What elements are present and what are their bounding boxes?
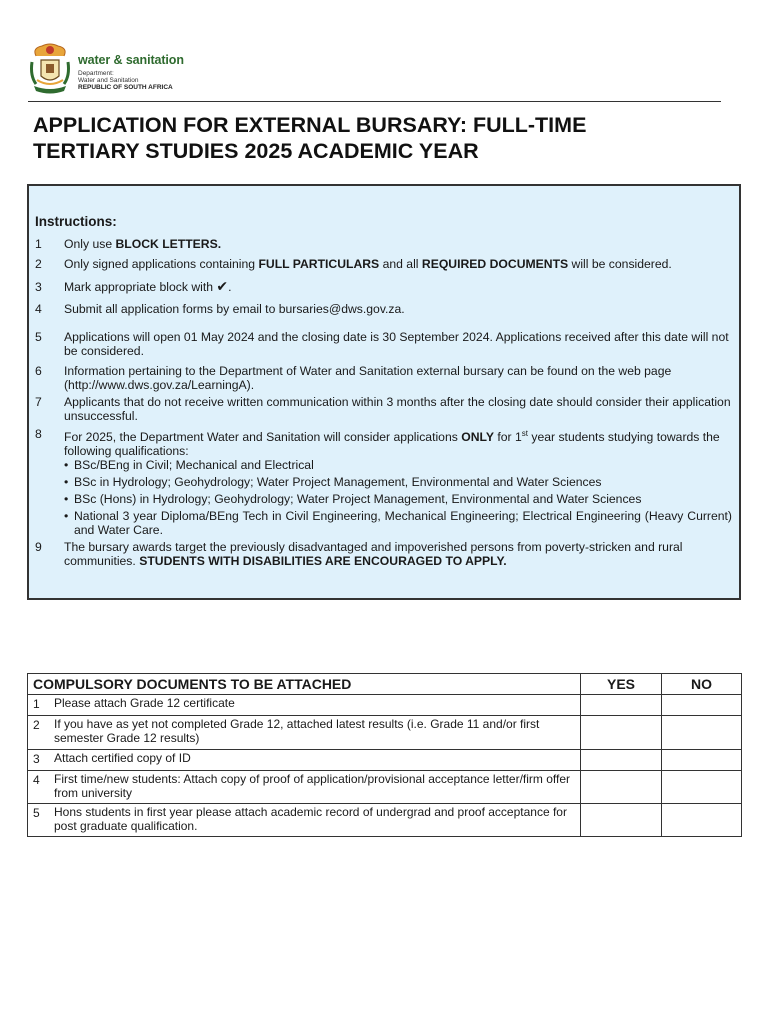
instruction-item-4: Submit all application forms by email to bursaries@dws.gov.za.: [64, 302, 405, 316]
table-row: [28, 695, 742, 716]
table-header-row: [28, 674, 742, 695]
page-title: [33, 112, 733, 164]
row-number: 1: [33, 697, 40, 711]
instruction-item-6: Information pertaining to the Department of Water and Sanitation external bursary can be found on the web page (http://www.dws.gov.za/LearningA).: [64, 364, 672, 392]
compulsory-documents-table: [27, 673, 742, 837]
table-row: [28, 750, 742, 771]
country-name: REPUBLIC OF SOUTH AFRICA: [78, 84, 173, 91]
document-description: If you have as yet not completed Grade 12, attached latest results (i.e. Grade 11 and/or first semester Grade 12 results): [54, 717, 540, 745]
no-checkbox-cell[interactable]: [662, 771, 742, 804]
instruction-number: 1: [35, 237, 42, 251]
yes-checkbox-cell[interactable]: [581, 695, 662, 716]
instruction-number: 4: [35, 302, 42, 316]
title-line-1: APPLICATION FOR EXTERNAL BURSARY: FULL-TIME: [33, 113, 587, 137]
documents-column-header: COMPULSORY DOCUMENTS TO BE ATTACHED: [28, 674, 581, 695]
yes-checkbox-cell[interactable]: [581, 771, 662, 804]
document-description: Hons students in first year please attach academic record of undergrad and proof acceptance for post graduate qualification.: [54, 805, 567, 833]
document-description: Please attach Grade 12 certificate: [54, 696, 235, 710]
document-cell: [28, 750, 581, 771]
row-number: 5: [33, 806, 40, 820]
instruction-item-5: Applications will open 01 May 2024 and the closing date is 30 September 2024. Applications received after this date will not be considered.: [64, 330, 729, 358]
instruction-number: 7: [35, 395, 42, 409]
no-checkbox-cell[interactable]: [662, 750, 742, 771]
instructions-heading: Instructions:: [35, 214, 117, 229]
no-column-header: NO: [662, 674, 742, 695]
qualification-item: BSc (Hons) in Hydrology; Geohydrology; Water Project Management, Environmental and Water Sciences: [74, 492, 642, 506]
no-checkbox-cell[interactable]: [662, 716, 742, 750]
instruction-number: 3: [35, 280, 42, 294]
table-row: [28, 716, 742, 750]
no-checkbox-cell[interactable]: [662, 695, 742, 716]
instruction-item-1: Only use BLOCK LETTERS.: [64, 237, 222, 251]
bullet-icon: •: [64, 458, 69, 472]
yes-checkbox-cell[interactable]: [581, 716, 662, 750]
no-checkbox-cell[interactable]: [662, 804, 742, 837]
department-full-name: Water and Sanitation: [78, 77, 139, 84]
yes-checkbox-cell[interactable]: [581, 750, 662, 771]
instruction-item-7: Applicants that do not receive written communication within 3 months after the closing date should consider their application unsuccessful.: [64, 395, 731, 423]
document-cell: [28, 716, 581, 750]
header-divider: [28, 101, 721, 102]
instruction-item-3: Mark appropriate block with ✔.: [64, 279, 232, 295]
bullet-icon: •: [64, 509, 69, 523]
qualification-item: BSc in Hydrology; Geohydrology; Water Project Management, Environmental and Water Sciences: [74, 475, 602, 489]
row-number: 3: [33, 752, 40, 766]
document-cell: [28, 695, 581, 716]
qualification-item: BSc/BEng in Civil; Mechanical and Electrical: [74, 458, 314, 472]
yes-column-header: YES: [581, 674, 662, 695]
document-description: Attach certified copy of ID: [54, 751, 191, 765]
document-cell: [28, 771, 581, 804]
checkmark-icon: ✔: [216, 279, 229, 295]
qualification-item: National 3 year Diploma/BEng Tech in Civil Engineering, Mechanical Engineering; Electrical Engineering (Heavy Current) and Water Care.: [74, 509, 732, 537]
instruction-number: 2: [35, 257, 42, 271]
document-description: First time/new students: Attach copy of proof of application/provisional acceptance letter/firm offer from university: [54, 772, 571, 800]
row-number: 2: [33, 718, 40, 732]
department-name: water & sanitation: [78, 53, 184, 67]
bullet-icon: •: [64, 475, 69, 489]
table-row: [28, 771, 742, 804]
yes-checkbox-cell[interactable]: [581, 804, 662, 837]
department-label: Department:: [78, 70, 114, 77]
instruction-number: 9: [35, 540, 42, 554]
row-number: 4: [33, 773, 40, 787]
instruction-number: 8: [35, 427, 42, 441]
instruction-number: 5: [35, 330, 42, 344]
instruction-number: 6: [35, 364, 42, 378]
table-row: [28, 804, 742, 837]
instruction-item-8: For 2025, the Department Water and Sanitation will consider applications ONLY for 1st year students studying towards the following qualifications:: [64, 429, 720, 459]
bullet-icon: •: [64, 492, 69, 506]
document-cell: [28, 804, 581, 837]
title-line-2: TERTIARY STUDIES 2025 ACADEMIC YEAR: [33, 139, 479, 163]
coat-of-arms-logo: [28, 42, 72, 96]
instruction-item-2: Only signed applications containing FULL PARTICULARS and all REQUIRED DOCUMENTS will be considered.: [64, 257, 672, 271]
instruction-item-9: The bursary awards target the previously disadvantaged and impoverished persons from poverty-stricken and rural communities. STUDENTS WITH DISABILITIES ARE ENCOURAGED TO APPLY.: [64, 540, 683, 568]
